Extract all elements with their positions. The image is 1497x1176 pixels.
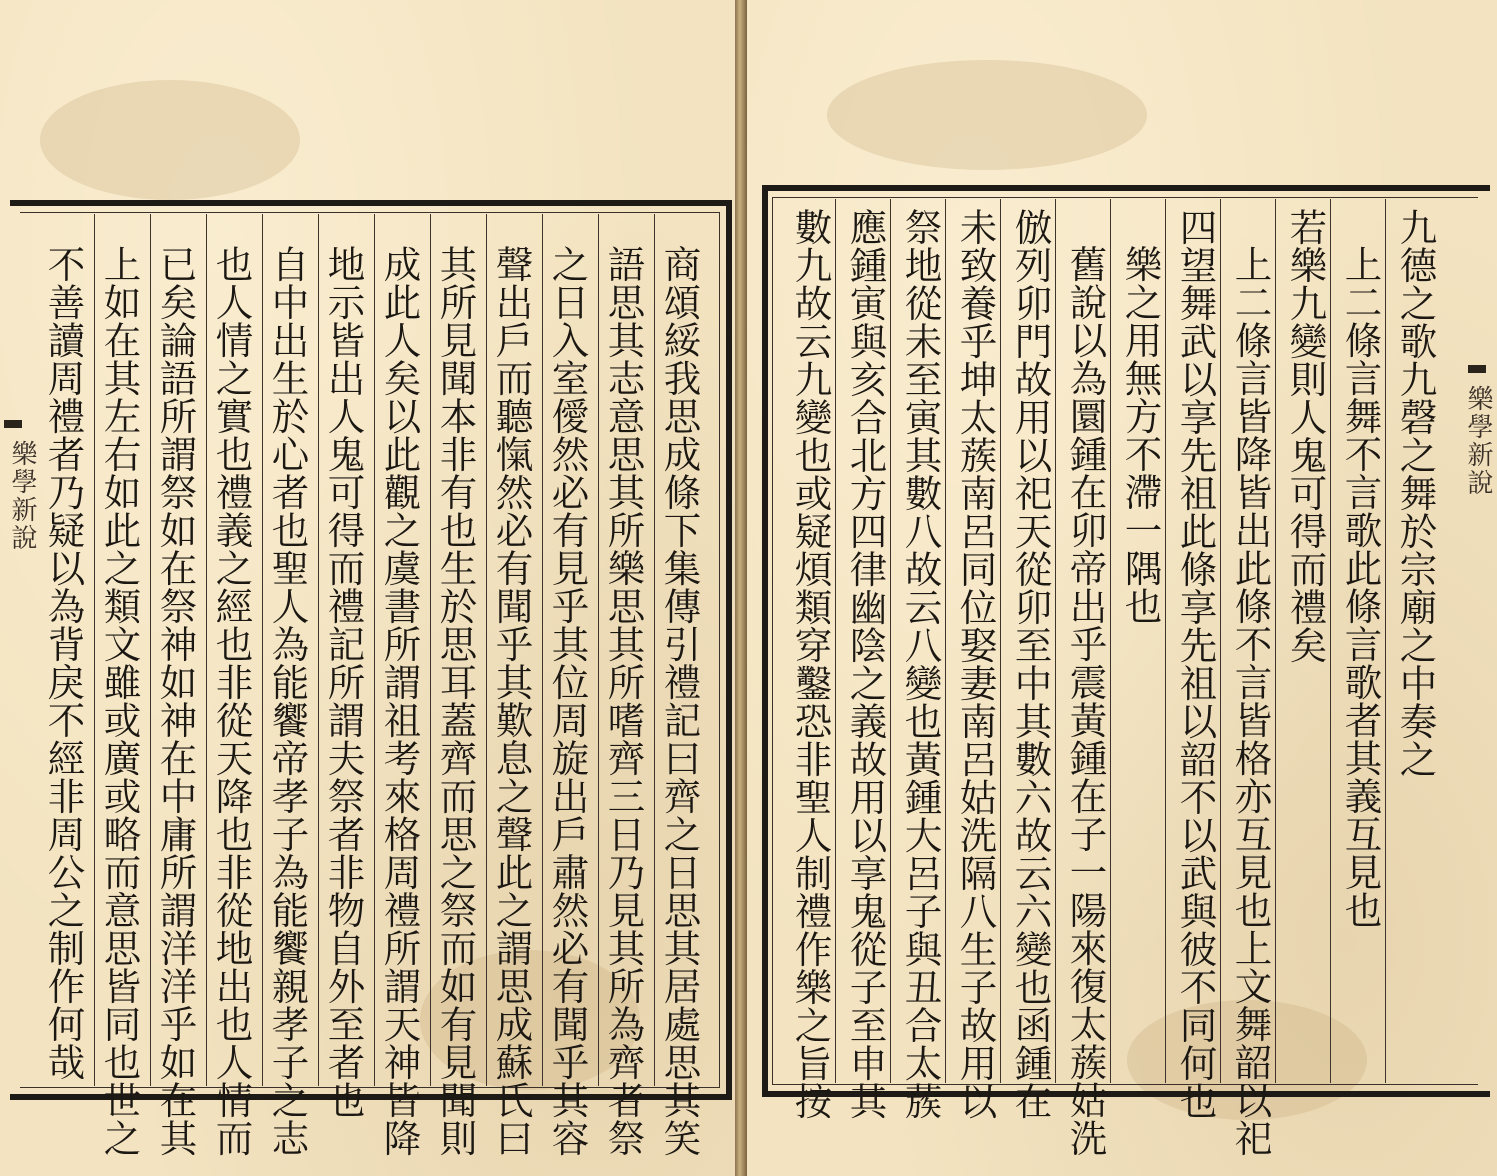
right-column-10: 祭地從未至寅其數八故云八變也黃鍾大呂子與丑合太蔟: [898, 208, 943, 1120]
column-rule: [1220, 199, 1221, 1083]
left-column-6: 成此人矣以此觀之虞書所謂祖考來格周禮所謂天神皆降: [377, 245, 422, 1157]
column-rule: [1275, 199, 1276, 1083]
column-rule: [835, 199, 836, 1083]
column-rule: [598, 214, 599, 1086]
column-rule: [94, 214, 95, 1086]
column-rule: [486, 214, 487, 1086]
column-rule: [542, 214, 543, 1086]
left-column-10: 已矣論語所謂祭如在祭神如神在中庸所謂洋洋乎如在其: [153, 245, 198, 1157]
right-column-8: 倣列卯門故用以祀天從卯至中其數六故云六變也函鍾在: [1008, 208, 1053, 1120]
left-column-11: 上如在其左右如此之類文雖或廣或略而意思皆同也世之: [97, 245, 142, 1157]
right-column-11: 應鍾寅與亥合北方四律幽陰之義故用以享鬼從子至申其: [843, 208, 888, 1120]
column-rule: [430, 214, 431, 1086]
book-gutter: [735, 0, 747, 1176]
left-column-4: 聲出戶而聽愾然必有聞乎其歎息之聲此之謂思成蘇氏曰: [489, 245, 534, 1157]
left-column-7: 地示皆出人鬼可得而禮記所謂夫祭者非物自外至者也: [321, 245, 366, 1119]
right-spine-title: 樂學新說: [1463, 385, 1493, 497]
right-column-9: 未致養乎坤太蔟南呂同位娶妻南呂姑洗隔八生子故用以: [953, 208, 998, 1120]
left-fish-tail: [4, 420, 22, 428]
column-rule: [945, 199, 946, 1083]
column-rule: [1110, 199, 1111, 1083]
right-column-2: 上二條言舞不言歌此條言歌者其義互見也: [1338, 245, 1383, 929]
left-column-3: 之日入室僾然必有見乎其位周旋出戶肅然必有聞乎其容: [545, 245, 590, 1157]
paper-stain: [40, 80, 300, 200]
left-column-9: 也人情之實也禮義之經也非從天降也非從地出也人情而: [209, 245, 254, 1157]
column-rule: [1330, 199, 1331, 1083]
right-column-4: 上二條言皆降皆出此條不言皆格亦互見也上文舞韶以祀: [1228, 245, 1273, 1157]
column-rule: [654, 214, 655, 1086]
right-column-1: 九德之歌九磬之舞於宗廟之中奏之: [1393, 208, 1438, 778]
right-column-6: 樂之用無方不滯一隅也: [1118, 245, 1163, 625]
paper-stain: [827, 60, 1147, 170]
column-rule: [206, 214, 207, 1086]
left-column-1: 商頌綏我思成條下集傳引禮記曰齊之日思其居處思其笑: [657, 245, 702, 1157]
column-rule: [374, 214, 375, 1086]
right-column-5: 四望舞武以享先祖此條享先祖以韶不以武與彼不同何也: [1173, 208, 1218, 1120]
left-column-12: 不善讀周禮者乃疑以為背戾不經非周公之制作何哉: [41, 245, 86, 1081]
column-rule: [318, 214, 319, 1086]
column-rule: [1055, 199, 1056, 1083]
left-column-2: 語思其志意思其所樂思其所嗜齊三日乃見其所為齊者祭: [601, 245, 646, 1157]
left-column-5: 其所見聞本非有也生於思耳蓋齊而思之祭而如有見聞則: [433, 245, 478, 1157]
right-column-12: 數九故云九變也或疑煩類穿鑿恐非聖人制禮作樂之旨按: [788, 208, 833, 1120]
right-column-3: 若樂九變則人鬼可得而禮矣: [1283, 208, 1328, 664]
left-spine-title: 樂學新說: [7, 440, 37, 552]
column-rule: [262, 214, 263, 1086]
left-column-8: 自中出生於心者也聖人為能饗帝孝子為能饗親孝子之志: [265, 245, 310, 1157]
column-rule: [1385, 199, 1386, 1083]
right-fish-tail: [1468, 365, 1486, 373]
right-column-7: 舊說以為圜鍾在卯帝出乎震黃鍾在子一陽來復太蔟姑洗: [1063, 245, 1108, 1157]
column-rule: [150, 214, 151, 1086]
column-rule: [1165, 199, 1166, 1083]
column-rule: [890, 199, 891, 1083]
column-rule: [1000, 199, 1001, 1083]
